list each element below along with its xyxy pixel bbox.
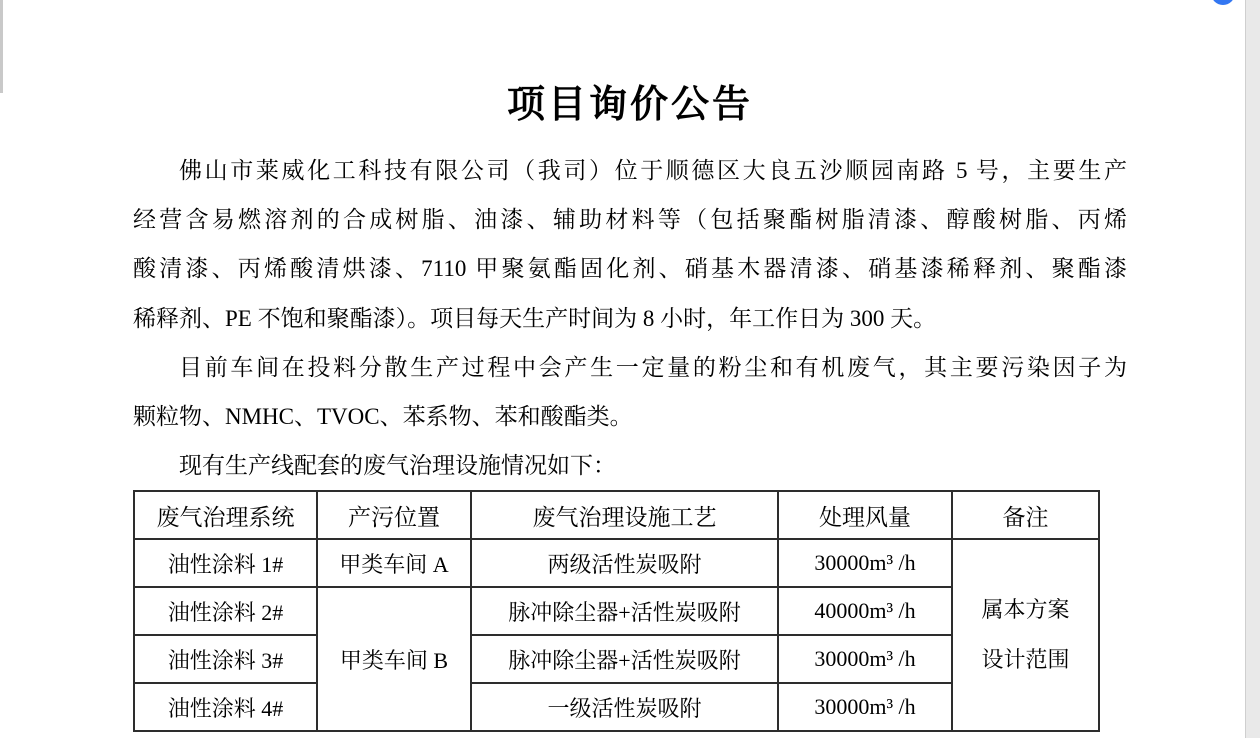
doc-paragraph-line: 经营含易燃溶剂的合成树脂、油漆、辅助材料等（包括聚酯树脂清漆、醇酸树脂、丙烯 (133, 207, 1127, 233)
cell-process: 两级活性炭吸附 (471, 539, 778, 587)
cell-system: 油性涂料 2# (134, 587, 317, 635)
cell-location: 甲类车间 B (317, 587, 471, 731)
table-header-row (134, 491, 1099, 539)
cell-airflow: 40000m³ /h (778, 587, 952, 635)
header-cell-process: 废气治理设施工艺 (471, 491, 778, 539)
doc-paragraph-line: 目前车间在投料分散生产过程中会产生一定量的粉尘和有机废气，其主要污染因子为 (179, 354, 1127, 380)
cell-note (952, 539, 1099, 731)
cell-airflow: 30000m³ /h (778, 635, 952, 683)
header-cell-airflow: 处理风量 (778, 491, 952, 539)
cell-system: 油性涂料 1# (134, 539, 317, 587)
cell-system: 油性涂料 4# (134, 683, 317, 731)
cell-airflow: 30000m³ /h (778, 539, 952, 587)
doc-paragraph-line: 稀释剂、PE 不饱和聚酯漆）。项目每天生产时间为 8 小时，年工作日为 300 天。 (133, 305, 937, 331)
scroll-to-top-button[interactable] (1211, 0, 1235, 5)
cell-process: 一级活性炭吸附 (471, 683, 778, 731)
page-edge (0, 0, 3, 93)
note-line: 设计范围 (981, 647, 1070, 673)
doc-paragraph-line: 酸清漆、丙烯酸清烘漆、7110 甲聚氨酯固化剂、硝基木器清漆、硝基漆稀释剂、聚酯漆 (133, 256, 1127, 282)
note-line: 属本方案 (981, 597, 1070, 623)
cell-process: 脉冲除尘器+活性炭吸附 (471, 635, 778, 683)
cell-system: 油性涂料 3# (134, 635, 317, 683)
treatment-facilities-table (133, 490, 1100, 732)
cell-location: 甲类车间 A (317, 539, 471, 587)
header-cell-location: 产污位置 (317, 491, 471, 539)
cell-airflow: 30000m³ /h (778, 683, 952, 731)
doc-paragraph-line: 现有生产线配套的废气治理设施情况如下： (179, 453, 616, 479)
header-cell-system: 废气治理系统 (134, 491, 317, 539)
header-cell-note: 备注 (952, 491, 1099, 539)
doc-paragraph-line: 佛山市莱威化工科技有限公司（我司）位于顺德区大良五沙顺园南路 5 号，主要生产 (179, 158, 1127, 183)
page-title: 项目询价公告 (506, 84, 753, 126)
cell-process: 脉冲除尘器+活性炭吸附 (471, 587, 778, 635)
table-row (134, 539, 1099, 587)
document-page (133, 0, 1127, 732)
scrollbar[interactable] (1245, 0, 1260, 738)
doc-paragraph-line: 颗粒物、NMHC、TVOC、苯系物、苯和酸酯类。 (133, 403, 633, 429)
